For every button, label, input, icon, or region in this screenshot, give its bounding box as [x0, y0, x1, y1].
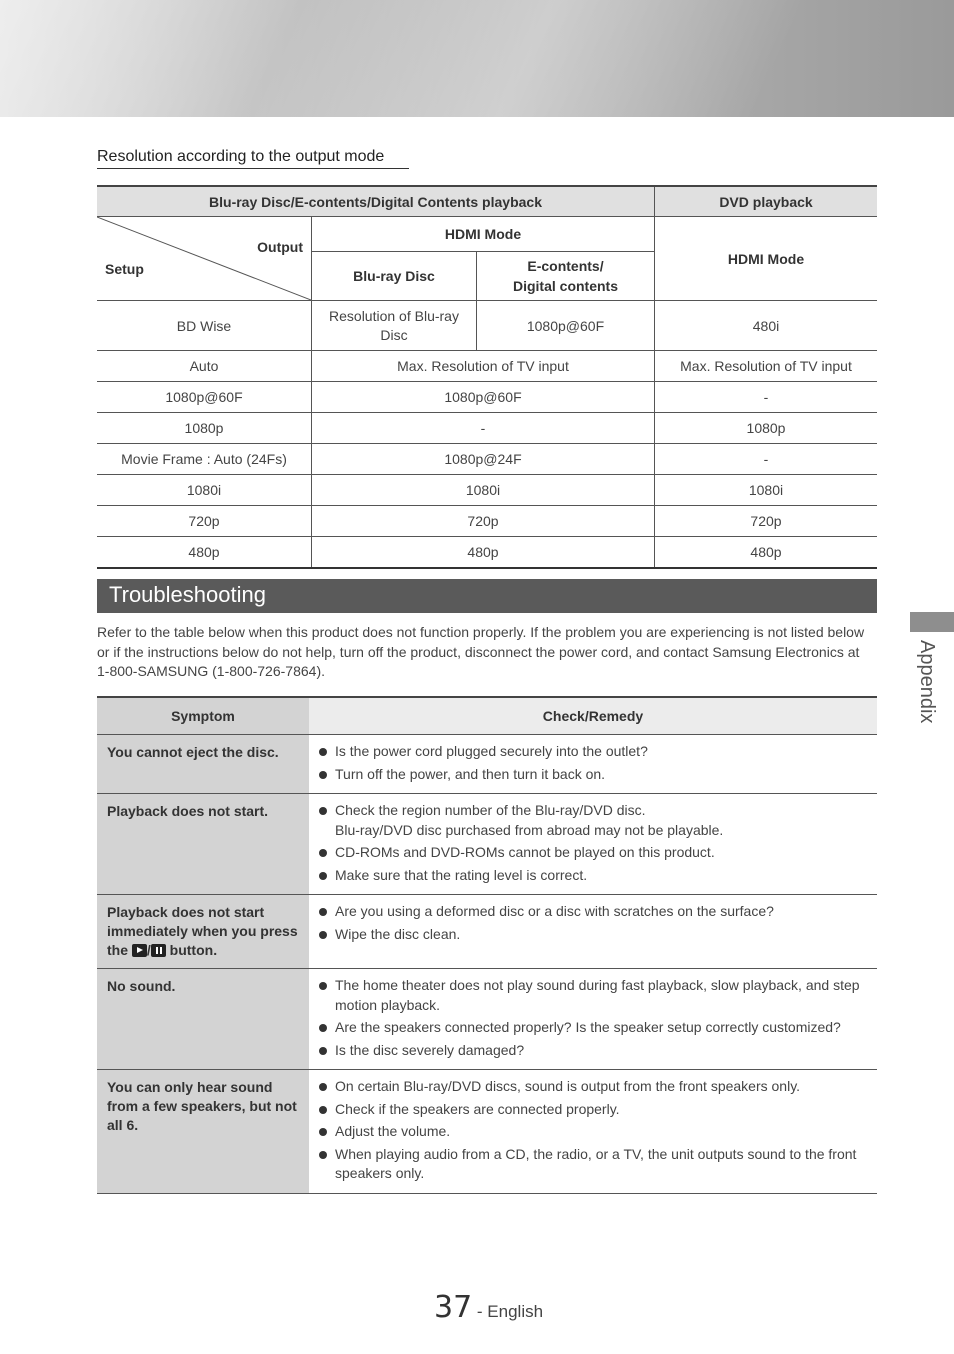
- symptom-cell: Playback does not start.: [97, 794, 309, 895]
- resolution-row-bdwise: [97, 301, 877, 351]
- symptom-separator: /: [146, 942, 151, 958]
- page-language: - English: [472, 1302, 544, 1321]
- remedy-item: CD-ROMs and DVD-ROMs cannot be played on this product.: [319, 843, 865, 863]
- diagonal-divider: [97, 217, 311, 300]
- troubleshooting-header-row: [97, 697, 877, 735]
- row-dvd: -: [655, 444, 878, 475]
- row-dvd: 1080p: [655, 413, 878, 444]
- remedy-item: Are you using a deformed disc or a disc with scratches on the surface?: [319, 902, 865, 922]
- econtents-header-line2: Digital contents: [512, 278, 618, 295]
- troubleshooting-row: [97, 735, 877, 794]
- setup-label: Setup: [105, 261, 144, 277]
- side-tab-marker: [910, 612, 954, 632]
- troubleshooting-intro: Refer to the table below when this product does not function properly. If the problem you are experiencing is not listed below or if the instructions below do not help, turn off the product, disconnect the power cord, and contact Samsung Electronics at 1-800-SAMSUNG (1-800-726-7864).: [97, 624, 865, 679]
- row-hdmi: Max. Resolution of TV input: [312, 351, 655, 382]
- remedy-item-text: Check the region number of the Blu-ray/DVD disc.: [335, 802, 646, 818]
- setup-output-corner: [97, 217, 312, 301]
- row-setup: Auto: [97, 351, 312, 382]
- troubleshooting-row: [97, 794, 877, 895]
- page-number: 37: [434, 1290, 473, 1325]
- resolution-section-title: Resolution according to the output mode: [97, 148, 409, 169]
- row-dvd: -: [655, 382, 878, 413]
- remedy-list: [319, 902, 865, 944]
- bdwise-bluray-line2: Disc: [380, 326, 408, 343]
- row-dvd: 720p: [655, 506, 878, 537]
- symptom-header: Symptom: [97, 697, 309, 735]
- page-footer: [434, 1290, 543, 1325]
- remedy-item: Check if the speakers are connected properly.: [319, 1100, 865, 1120]
- remedy-list: [319, 742, 865, 784]
- remedy-item: Make sure that the rating level is correct.: [319, 866, 865, 886]
- bdwise-bluray: [312, 301, 477, 351]
- bdwise-setup: BD Wise: [97, 301, 312, 351]
- troubleshooting-heading-bar: [97, 579, 877, 613]
- troubleshooting-row: [97, 1070, 877, 1194]
- resolution-table: [97, 185, 877, 569]
- remedy-item: Turn off the power, and then turn it back on.: [319, 765, 865, 785]
- row-hdmi: 1080p@24F: [312, 444, 655, 475]
- remedy-header: Check/Remedy: [309, 697, 877, 735]
- play-icon: [132, 944, 147, 957]
- dvd-hdmi-mode-header: HDMI Mode: [655, 217, 878, 301]
- row-dvd: 480p: [655, 537, 878, 568]
- troubleshooting-row: [97, 895, 877, 969]
- row-setup: 1080p: [97, 413, 312, 444]
- resolution-row: [97, 444, 877, 475]
- bluray-disc-header: Blu-ray Disc: [312, 252, 477, 301]
- resolution-header-row: [97, 186, 877, 217]
- remedy-item-continuation: Blu-ray/DVD disc purchased from abroad may not be playable.: [335, 821, 724, 838]
- symptom-cell: You cannot eject the disc.: [97, 735, 309, 794]
- row-setup: 720p: [97, 506, 312, 537]
- row-setup: 1080p@60F: [97, 382, 312, 413]
- row-hdmi: -: [312, 413, 655, 444]
- remedy-item: When playing audio from a CD, the radio, or a TV, the unit outputs sound to the front speakers only.: [319, 1145, 865, 1184]
- resolution-row: [97, 506, 877, 537]
- remedy-item: The home theater does not play sound during fast playback, slow playback, and step motion playback.: [319, 976, 865, 1015]
- troubleshooting-title: Troubleshooting: [109, 582, 266, 607]
- resolution-row: [97, 413, 877, 444]
- row-dvd: 1080i: [655, 475, 878, 506]
- econtents-header: [477, 252, 655, 301]
- row-setup: 1080i: [97, 475, 312, 506]
- resolution-subheader-row: [97, 217, 877, 252]
- remedy-list: [319, 801, 865, 885]
- symptom-cell: [97, 895, 309, 969]
- row-dvd: Max. Resolution of TV input: [655, 351, 878, 382]
- pause-icon: [151, 944, 166, 957]
- econtents-header-line1: E-contents/: [527, 258, 604, 275]
- remedy-list: [319, 1077, 865, 1184]
- remedy-cell: [309, 735, 877, 794]
- remedy-item: On certain Blu-ray/DVD discs, sound is output from the front speakers only.: [319, 1077, 865, 1097]
- bluray-group-header: Blu-ray Disc/E-contents/Digital Contents playback: [97, 186, 655, 217]
- row-hdmi: 1080i: [312, 475, 655, 506]
- header-banner: [0, 0, 954, 117]
- remedy-item: Is the power cord plugged securely into the outlet?: [319, 742, 865, 762]
- resolution-row: [97, 537, 877, 568]
- bdwise-dvd: 480i: [655, 301, 878, 351]
- symptom-cell: No sound.: [97, 969, 309, 1070]
- troubleshooting-row: [97, 969, 877, 1070]
- troubleshooting-table: [97, 696, 877, 1194]
- remedy-list: [319, 976, 865, 1060]
- output-label: Output: [257, 239, 303, 255]
- side-tab-appendix: Appendix: [916, 640, 938, 724]
- resolution-row: [97, 475, 877, 506]
- remedy-item: [319, 801, 865, 840]
- row-hdmi: 720p: [312, 506, 655, 537]
- hdmi-mode-header: HDMI Mode: [312, 217, 655, 252]
- remedy-item: Adjust the volume.: [319, 1122, 865, 1142]
- bdwise-bluray-line1: Resolution of Blu-ray: [329, 307, 459, 324]
- symptom-cell: You can only hear sound from a few speakers, but not all 6.: [97, 1070, 309, 1194]
- remedy-item: Is the disc severely damaged?: [319, 1041, 865, 1061]
- symptom-text-suffix: button.: [165, 942, 218, 958]
- resolution-row: [97, 351, 877, 382]
- remedy-item: Wipe the disc clean.: [319, 925, 865, 945]
- remedy-cell: [309, 895, 877, 969]
- dvd-group-header: DVD playback: [655, 186, 878, 217]
- remedy-item: Are the speakers connected properly? Is the speaker setup correctly customized?: [319, 1018, 865, 1038]
- row-setup: 480p: [97, 537, 312, 568]
- row-hdmi: 480p: [312, 537, 655, 568]
- bdwise-econtents: 1080p@60F: [477, 301, 655, 351]
- remedy-cell: [309, 1070, 877, 1194]
- remedy-cell: [309, 794, 877, 895]
- row-hdmi: 1080p@60F: [312, 382, 655, 413]
- remedy-cell: [309, 969, 877, 1070]
- symptom-text: Playback does not start immediately when you press the: [107, 904, 298, 958]
- resolution-row: [97, 382, 877, 413]
- row-setup: Movie Frame : Auto (24Fs): [97, 444, 312, 475]
